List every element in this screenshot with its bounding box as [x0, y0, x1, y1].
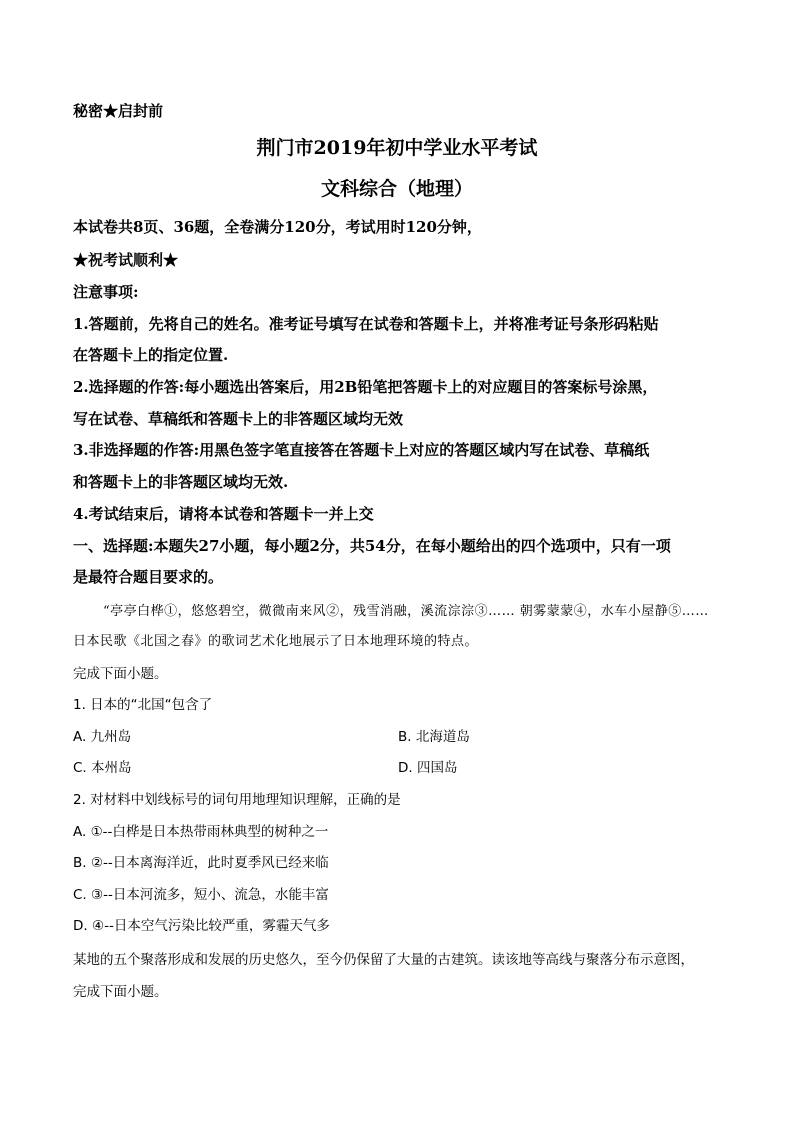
option-label: D. [398, 760, 413, 776]
option-label: A. [73, 729, 87, 745]
question-1-option-b[interactable] [398, 727, 470, 747]
question-2-option-b[interactable]: B. ②--日本离海洋近，此时夏季风已经来临 [73, 855, 329, 871]
passage-line-1: “亭亭白桦①，悠悠碧空，微微南来风②，残雪消融，溪流淙淙③…… 朝雾蒙蒙④，水车小屋静⑤…… [103, 604, 709, 619]
question-1-option-c[interactable] [73, 758, 132, 778]
note-2-line-2: 写在试卷、草稿纸和答题卡上的非答题区域均无效 [73, 410, 404, 428]
section-heading-line-1: 一、选择题:本题失27小题，每小题2分，共54分，在每小题给出的四个选项中，只有一项 [73, 537, 671, 555]
passage-line-2: 日本民歌《北国之春》的歌词艺术化地展示了日本地理环境的特点。 [73, 634, 479, 649]
note-2-line-1: 2.选择题的作答:每小题选出答案后，用2B铅笔把答题卡上的对应题目的答案标号涂黑， [73, 378, 658, 396]
next-material-line-1: 某地的五个聚落形成和发展的历史悠久，至今仍保留了大量的古建筑。读该地等高线与聚落分布示意图， [73, 952, 694, 968]
question-2-option-c[interactable]: C. ③--日本河流多，短小、流急，水能丰富 [73, 887, 329, 903]
question-2-option-d[interactable]: D. ④--日本空气污染比较严重，雾霾天气多 [73, 918, 330, 934]
option-text: 九州岛 [90, 729, 132, 745]
question-2-stem: 2. 对材料中划线标号的词句用地理知识理解，正确的是 [73, 792, 401, 808]
notes-heading: 注意事项: [73, 283, 139, 301]
note-3-line-2: 和答题卡上的非答题区域均无效. [73, 473, 289, 491]
next-material-line-2: 完成下面小题。 [73, 984, 168, 1000]
instruction-text: 完成下面小题。 [73, 666, 168, 682]
exam-summary: 本试卷共8页、36题，全卷满分120分，考试用时120分钟， [73, 218, 482, 236]
option-text: 四国岛 [416, 760, 458, 776]
option-text: 本州岛 [91, 760, 132, 776]
question-1-stem: 1. 日本的“北国“包含了 [73, 697, 213, 713]
good-luck-text: ★祝考试顺利★ [73, 251, 179, 269]
note-4-line-1: 4.考试结束后，请将本试卷和答题卡一并上交 [73, 505, 374, 523]
secret-label: 秘密★启封前 [73, 102, 164, 120]
question-2-option-a[interactable]: A. ①--白桦是日本热带雨林典型的树种之一 [73, 824, 329, 840]
note-3-line-1: 3.非选择题的作答:用黑色签字笔直接答在答题卡上对应的答题区域内写在试卷、草稿纸 [73, 441, 650, 459]
option-label: C. [73, 760, 87, 776]
option-text: 北海道岛 [415, 729, 470, 745]
question-1-option-d[interactable] [398, 758, 457, 778]
note-1-line-1: 1.答题前，先将自己的姓名。准考证号填写在试卷和答题卡上，并将准考证号条形码粘贴 [73, 315, 659, 333]
question-1-option-a[interactable] [73, 727, 131, 747]
exam-title: 荆门市2019年初中学业水平考试 [256, 137, 538, 159]
option-label: B. [398, 729, 412, 745]
section-heading-line-2: 是最符合题目要求的。 [73, 568, 224, 586]
note-1-line-2: 在答题卡上的指定位置. [73, 346, 229, 364]
exam-subtitle: 文科综合（地理） [320, 178, 473, 200]
